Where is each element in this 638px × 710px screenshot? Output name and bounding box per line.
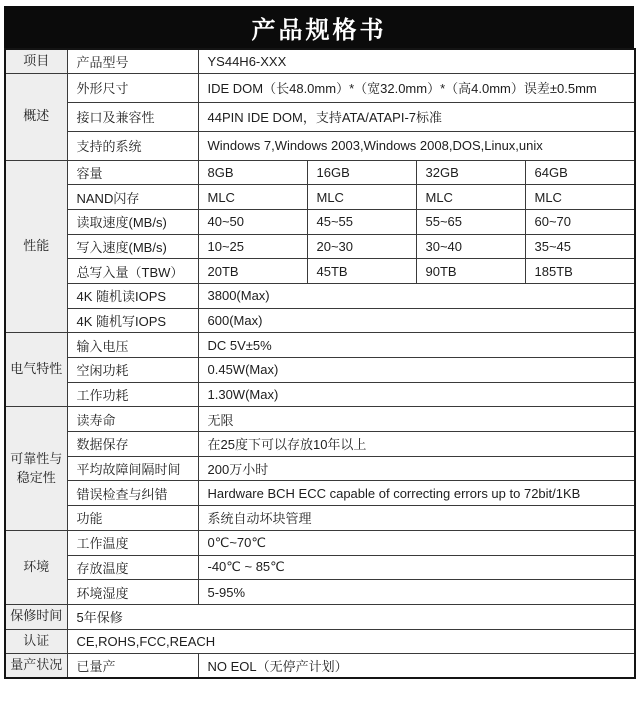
spec-value-cell: 60~70	[525, 209, 635, 234]
spec-value-cell: 8GB	[198, 160, 307, 185]
table-row	[5, 185, 635, 210]
spec-value-cell: 44PIN IDE DOM，支持ATA/ATAPI-7标准	[198, 102, 635, 131]
spec-value-cell: 20~30	[307, 234, 416, 259]
spec-value-cell: -40℃ ~ 85℃	[198, 555, 635, 580]
table-row	[5, 654, 635, 679]
category-cell: 性能	[5, 160, 67, 333]
spec-value-cell: 系统自动坏块管理	[198, 506, 635, 531]
spec-value-cell: 3800(Max)	[198, 283, 635, 308]
spec-label-cell: 空闲功耗	[67, 358, 198, 383]
spec-label-cell: 外形尺寸	[67, 73, 198, 102]
category-cell: 环境	[5, 530, 67, 604]
table-row	[5, 604, 635, 629]
spec-value-cell: 无限	[198, 407, 635, 432]
table-row	[5, 283, 635, 308]
table-row	[5, 49, 635, 73]
spec-label-cell: 总写入量（TBW）	[67, 259, 198, 284]
spec-value-cell: 64GB	[525, 160, 635, 185]
table-row	[5, 358, 635, 383]
table-row	[5, 73, 635, 102]
spec-value-cell: 10~25	[198, 234, 307, 259]
spec-value-cell: 55~65	[416, 209, 525, 234]
spec-label-cell: 读取速度(MB/s)	[67, 209, 198, 234]
spec-value-cell: 0.45W(Max)	[198, 358, 635, 383]
document-title-bar	[4, 6, 634, 48]
spec-value-cell: 32GB	[416, 160, 525, 185]
category-cell: 量产状况	[5, 654, 67, 679]
category-cell: 认证	[5, 629, 67, 654]
spec-value-cell: MLC	[525, 185, 635, 210]
spec-value-cell: 35~45	[525, 234, 635, 259]
spec-value-cell: DC 5V±5%	[198, 333, 635, 358]
spec-value-cell: IDE DOM（长48.0mm）*（宽32.0mm）*（高4.0mm）误差±0.5mm	[198, 73, 635, 102]
spec-label-cell: 4K 随机写IOPS	[67, 308, 198, 333]
spec-value-cell: NO EOL（无停产计划）	[198, 654, 635, 679]
spec-label-cell: 存放温度	[67, 555, 198, 580]
spec-label-cell: 写入速度(MB/s)	[67, 234, 198, 259]
spec-label-cell: 环境湿度	[67, 580, 198, 605]
spec-value-cell: CE,ROHS,FCC,REACH	[67, 629, 635, 654]
spec-label-cell: 输入电压	[67, 333, 198, 358]
category-cell: 电气特性	[5, 333, 67, 407]
spec-label-cell: 读寿命	[67, 407, 198, 432]
table-row	[5, 629, 635, 654]
spec-label-cell: 4K 随机读IOPS	[67, 283, 198, 308]
spec-value-cell: 16GB	[307, 160, 416, 185]
spec-label-cell: 数据保存	[67, 432, 198, 457]
table-row	[5, 259, 635, 284]
spec-label-cell: 平均故障间隔时间	[67, 456, 198, 481]
table-row	[5, 131, 635, 160]
table-row	[5, 308, 635, 333]
spec-label-cell: 产品型号	[67, 49, 198, 73]
category-cell: 可靠性与稳定性	[5, 407, 67, 530]
spec-value-cell: 1.30W(Max)	[198, 382, 635, 407]
spec-label-cell: 功能	[67, 506, 198, 531]
table-row	[5, 530, 635, 555]
spec-value-cell: 40~50	[198, 209, 307, 234]
table-row	[5, 234, 635, 259]
spec-value-cell: 在25度下可以存放10年以上	[198, 432, 635, 457]
spec-table	[4, 48, 636, 679]
spec-label-cell: 已量产	[67, 654, 198, 679]
spec-value-cell: 20TB	[198, 259, 307, 284]
spec-value-cell: 90TB	[416, 259, 525, 284]
table-row	[5, 333, 635, 358]
table-row	[5, 506, 635, 531]
spec-value-cell: 45TB	[307, 259, 416, 284]
spec-value-cell: MLC	[307, 185, 416, 210]
spec-value-cell: 200万小时	[198, 456, 635, 481]
table-row	[5, 555, 635, 580]
spec-value-cell: 45~55	[307, 209, 416, 234]
spec-value-cell: 185TB	[525, 259, 635, 284]
spec-label-cell: 接口及兼容性	[67, 102, 198, 131]
table-row	[5, 407, 635, 432]
spec-table-body	[5, 49, 635, 678]
spec-value-cell: Hardware BCH ECC capable of correcting errors up to 72bit/1KB	[198, 481, 635, 506]
page-title: 产品规格书	[251, 16, 387, 44]
spec-label-cell: 工作功耗	[67, 382, 198, 407]
spec-value-cell: YS44H6-XXX	[198, 49, 635, 73]
table-row	[5, 481, 635, 506]
table-row	[5, 160, 635, 185]
spec-label-cell: 容量	[67, 160, 198, 185]
spec-value-cell: 0℃~70℃	[198, 530, 635, 555]
table-row	[5, 382, 635, 407]
spec-value-cell: Windows 7,Windows 2003,Windows 2008,DOS,Linux,unix	[198, 131, 635, 160]
category-cell: 保修时间	[5, 604, 67, 629]
spec-value-cell: 30~40	[416, 234, 525, 259]
table-row	[5, 456, 635, 481]
category-cell: 项目	[5, 49, 67, 73]
spec-value-cell: 5-95%	[198, 580, 635, 605]
spec-label-cell: 工作温度	[67, 530, 198, 555]
spec-label-cell: NAND闪存	[67, 185, 198, 210]
spec-value-cell: 600(Max)	[198, 308, 635, 333]
table-row	[5, 432, 635, 457]
category-cell: 概述	[5, 73, 67, 160]
spec-value-cell: MLC	[416, 185, 525, 210]
table-row	[5, 102, 635, 131]
spec-label-cell: 错误检查与纠错	[67, 481, 198, 506]
spec-label-cell: 支持的系统	[67, 131, 198, 160]
table-row	[5, 209, 635, 234]
spec-value-cell: 5年保修	[67, 604, 635, 629]
spec-value-cell: MLC	[198, 185, 307, 210]
table-row	[5, 580, 635, 605]
